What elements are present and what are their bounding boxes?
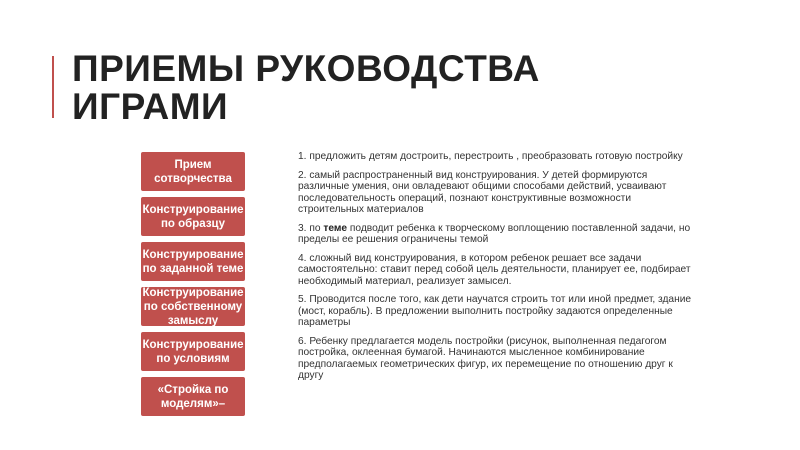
accent-bar [52, 56, 54, 118]
box-label: Конструирование по условиям [142, 338, 244, 365]
box-by-theme [141, 242, 245, 281]
box-label: Прием сотворчества [154, 158, 232, 185]
description-bold: теме [323, 222, 348, 234]
description-part: подводит ребенка к творческому воплощению поставленной задачи, но пределы ее решения ограничены темой [298, 222, 691, 245]
box-by-models [141, 377, 245, 416]
title-line-2: ИГРАМИ [72, 86, 229, 127]
box-co-creation [141, 152, 245, 191]
description-item: 5. Проводится после того, как дети научатся строить тот или иной предмет, здание (мост, корабль). В предложении выполнить постройку задаются определенные параметры [298, 294, 692, 328]
box-label: «Стройка по моделям»– [157, 383, 229, 410]
description-part: 3. по [298, 222, 324, 234]
description-item: 6. Ребенку предлагается модель постройки (рисунок, выполненная педагогом постройка, оклеенная бумагой. Начинаются мысленное комбинирование предполагаемых геометрических фигур, их перемещение по отношению друг к другу [298, 335, 673, 381]
description-item: 4. сложный вид конструирования, в котором ребенок решает все задачи самостоятельно: ставит перед собой цель деятельности, планирует ее, подбирает необходимый материал, реализует замысел. [298, 252, 691, 287]
description-item: 1. предложить детям достроить, перестроить , преобразовать готовую постройку [298, 151, 683, 162]
descriptions [298, 151, 698, 389]
description-item [298, 223, 698, 246]
slide-title [72, 50, 772, 126]
box-by-own-idea [141, 287, 245, 326]
box-by-conditions [141, 332, 245, 371]
title-line-1: ПРИЕМЫ РУКОВОДСТВА [72, 48, 540, 89]
method-boxes [141, 152, 245, 422]
box-label: Конструирование по собственному замыслу [142, 286, 244, 327]
box-label: Конструирование по заданной теме [142, 248, 244, 275]
box-label: Конструирование по образцу [142, 203, 244, 230]
box-by-sample [141, 197, 245, 236]
description-item: 2. самый распространенный вид конструирования. У детей формируются различные умения, они овладевают общими способами действий, усваивают последовательность операций, познают конструктивные возможности строительных материалов [298, 169, 667, 215]
